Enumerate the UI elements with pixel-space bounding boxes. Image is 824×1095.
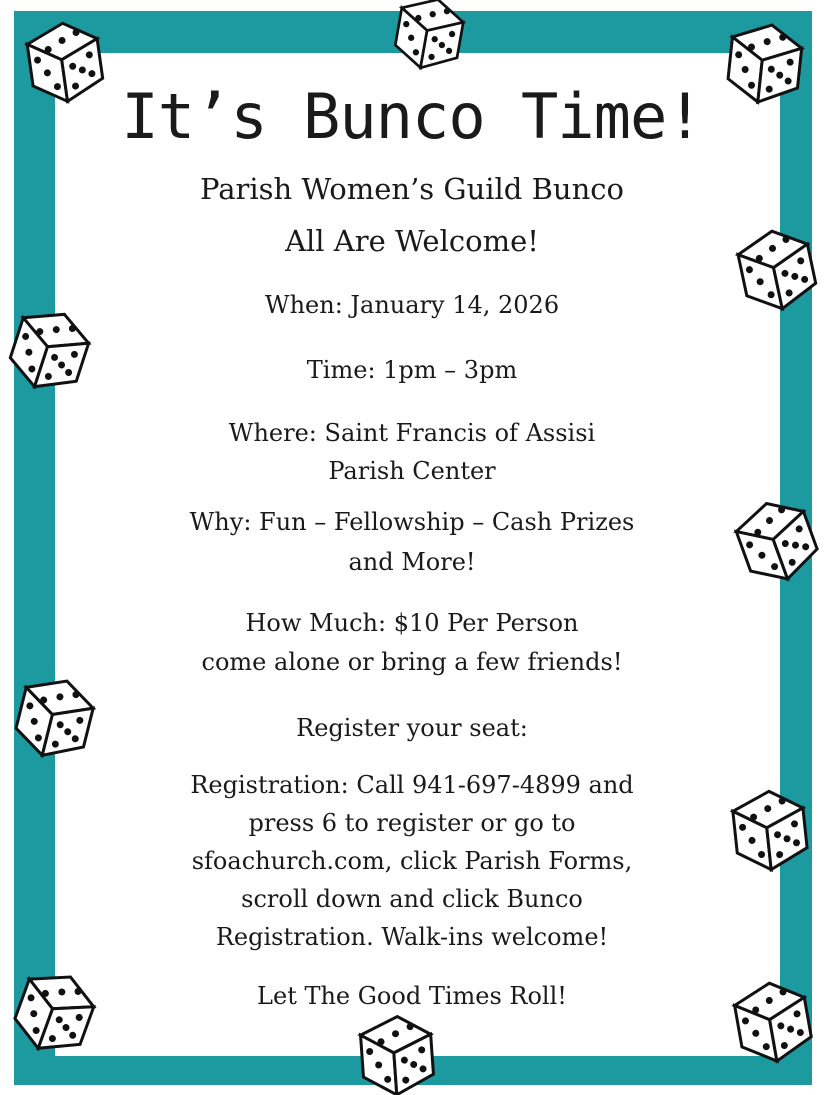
why-line-1: Why: Fun – Fellowship – Cash Prizes — [189, 508, 635, 536]
cost-line-1: How Much: $10 Per Person — [245, 609, 579, 637]
registration-line-1: Registration: Call 941-697-4899 and — [190, 771, 634, 799]
registration-line-4: scroll down and click Bunco — [241, 885, 583, 913]
welcome-line: All Are Welcome! — [285, 224, 539, 258]
when-line: When: January 14, 2026 — [264, 291, 560, 319]
flyer-title: It’s Bunco Time! — [121, 80, 703, 153]
registration-line-3: sfoachurch.com, click Parish Forms, — [191, 847, 633, 875]
closing-line: Let The Good Times Roll! — [257, 982, 567, 1010]
why-line-2: and More! — [348, 548, 476, 576]
cost-line-2: come alone or bring a few friends! — [201, 648, 623, 676]
registration-line-5: Registration. Walk-ins welcome! — [215, 923, 609, 951]
time-line: Time: 1pm – 3pm — [306, 356, 518, 384]
where-line-2: Parish Center — [328, 457, 496, 485]
registration-line-2: press 6 to register or go to — [248, 809, 576, 837]
where-line-1: Where: Saint Francis of Assisi — [228, 419, 596, 447]
register-heading: Register your seat: — [296, 714, 528, 742]
subtitle: Parish Women’s Guild Bunco — [200, 172, 624, 206]
